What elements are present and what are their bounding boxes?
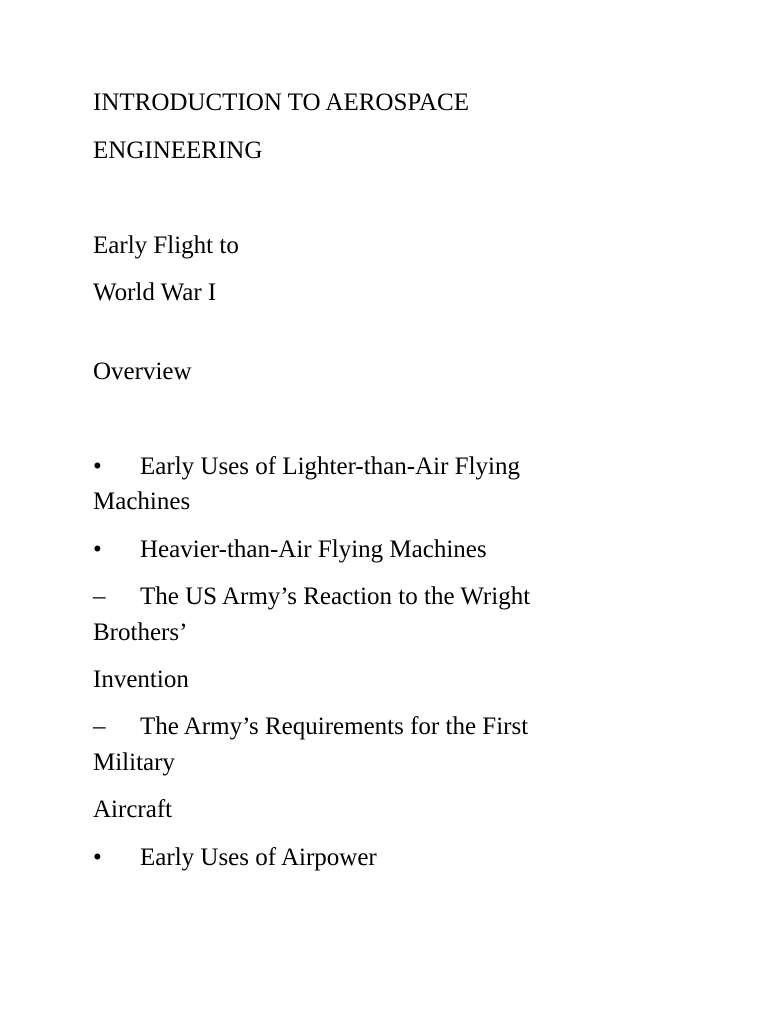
- bullet-marker: •: [93, 844, 102, 871]
- bullet-marker: •: [93, 536, 102, 563]
- list-item-text: Heavier-than-Air Flying Machines: [140, 536, 487, 563]
- list-item-continuation: Brothers’: [93, 619, 188, 646]
- list-item-continuation: Aircraft: [93, 796, 173, 823]
- list-item: [93, 843, 377, 873]
- list-item-continuation: Machines: [93, 488, 191, 515]
- subtitle-line-1: Early Flight to: [93, 232, 239, 259]
- subtitle-line-2: World War I: [93, 279, 217, 306]
- list-item-text: The US Army’s Reaction to the Wright: [140, 583, 531, 610]
- list-item-text: Early Uses of Lighter-than-Air Flying: [140, 453, 520, 480]
- list-item-continuation: Invention: [93, 666, 189, 693]
- list-item-continuation: Military: [93, 749, 175, 776]
- list-item: [93, 712, 528, 742]
- list-item: [93, 452, 520, 482]
- section-heading: Overview: [93, 358, 192, 385]
- dash-marker: –: [93, 713, 106, 740]
- bullet-marker: •: [93, 453, 102, 480]
- dash-marker: –: [93, 583, 106, 610]
- title-line-1: INTRODUCTION TO AEROSPACE: [93, 89, 469, 116]
- list-item: [93, 582, 530, 612]
- list-item-text: Early Uses of Airpower: [140, 844, 377, 871]
- title-line-2: ENGINEERING: [93, 137, 263, 164]
- list-item-text: The Army’s Requirements for the First: [140, 713, 529, 740]
- list-item: [93, 535, 487, 565]
